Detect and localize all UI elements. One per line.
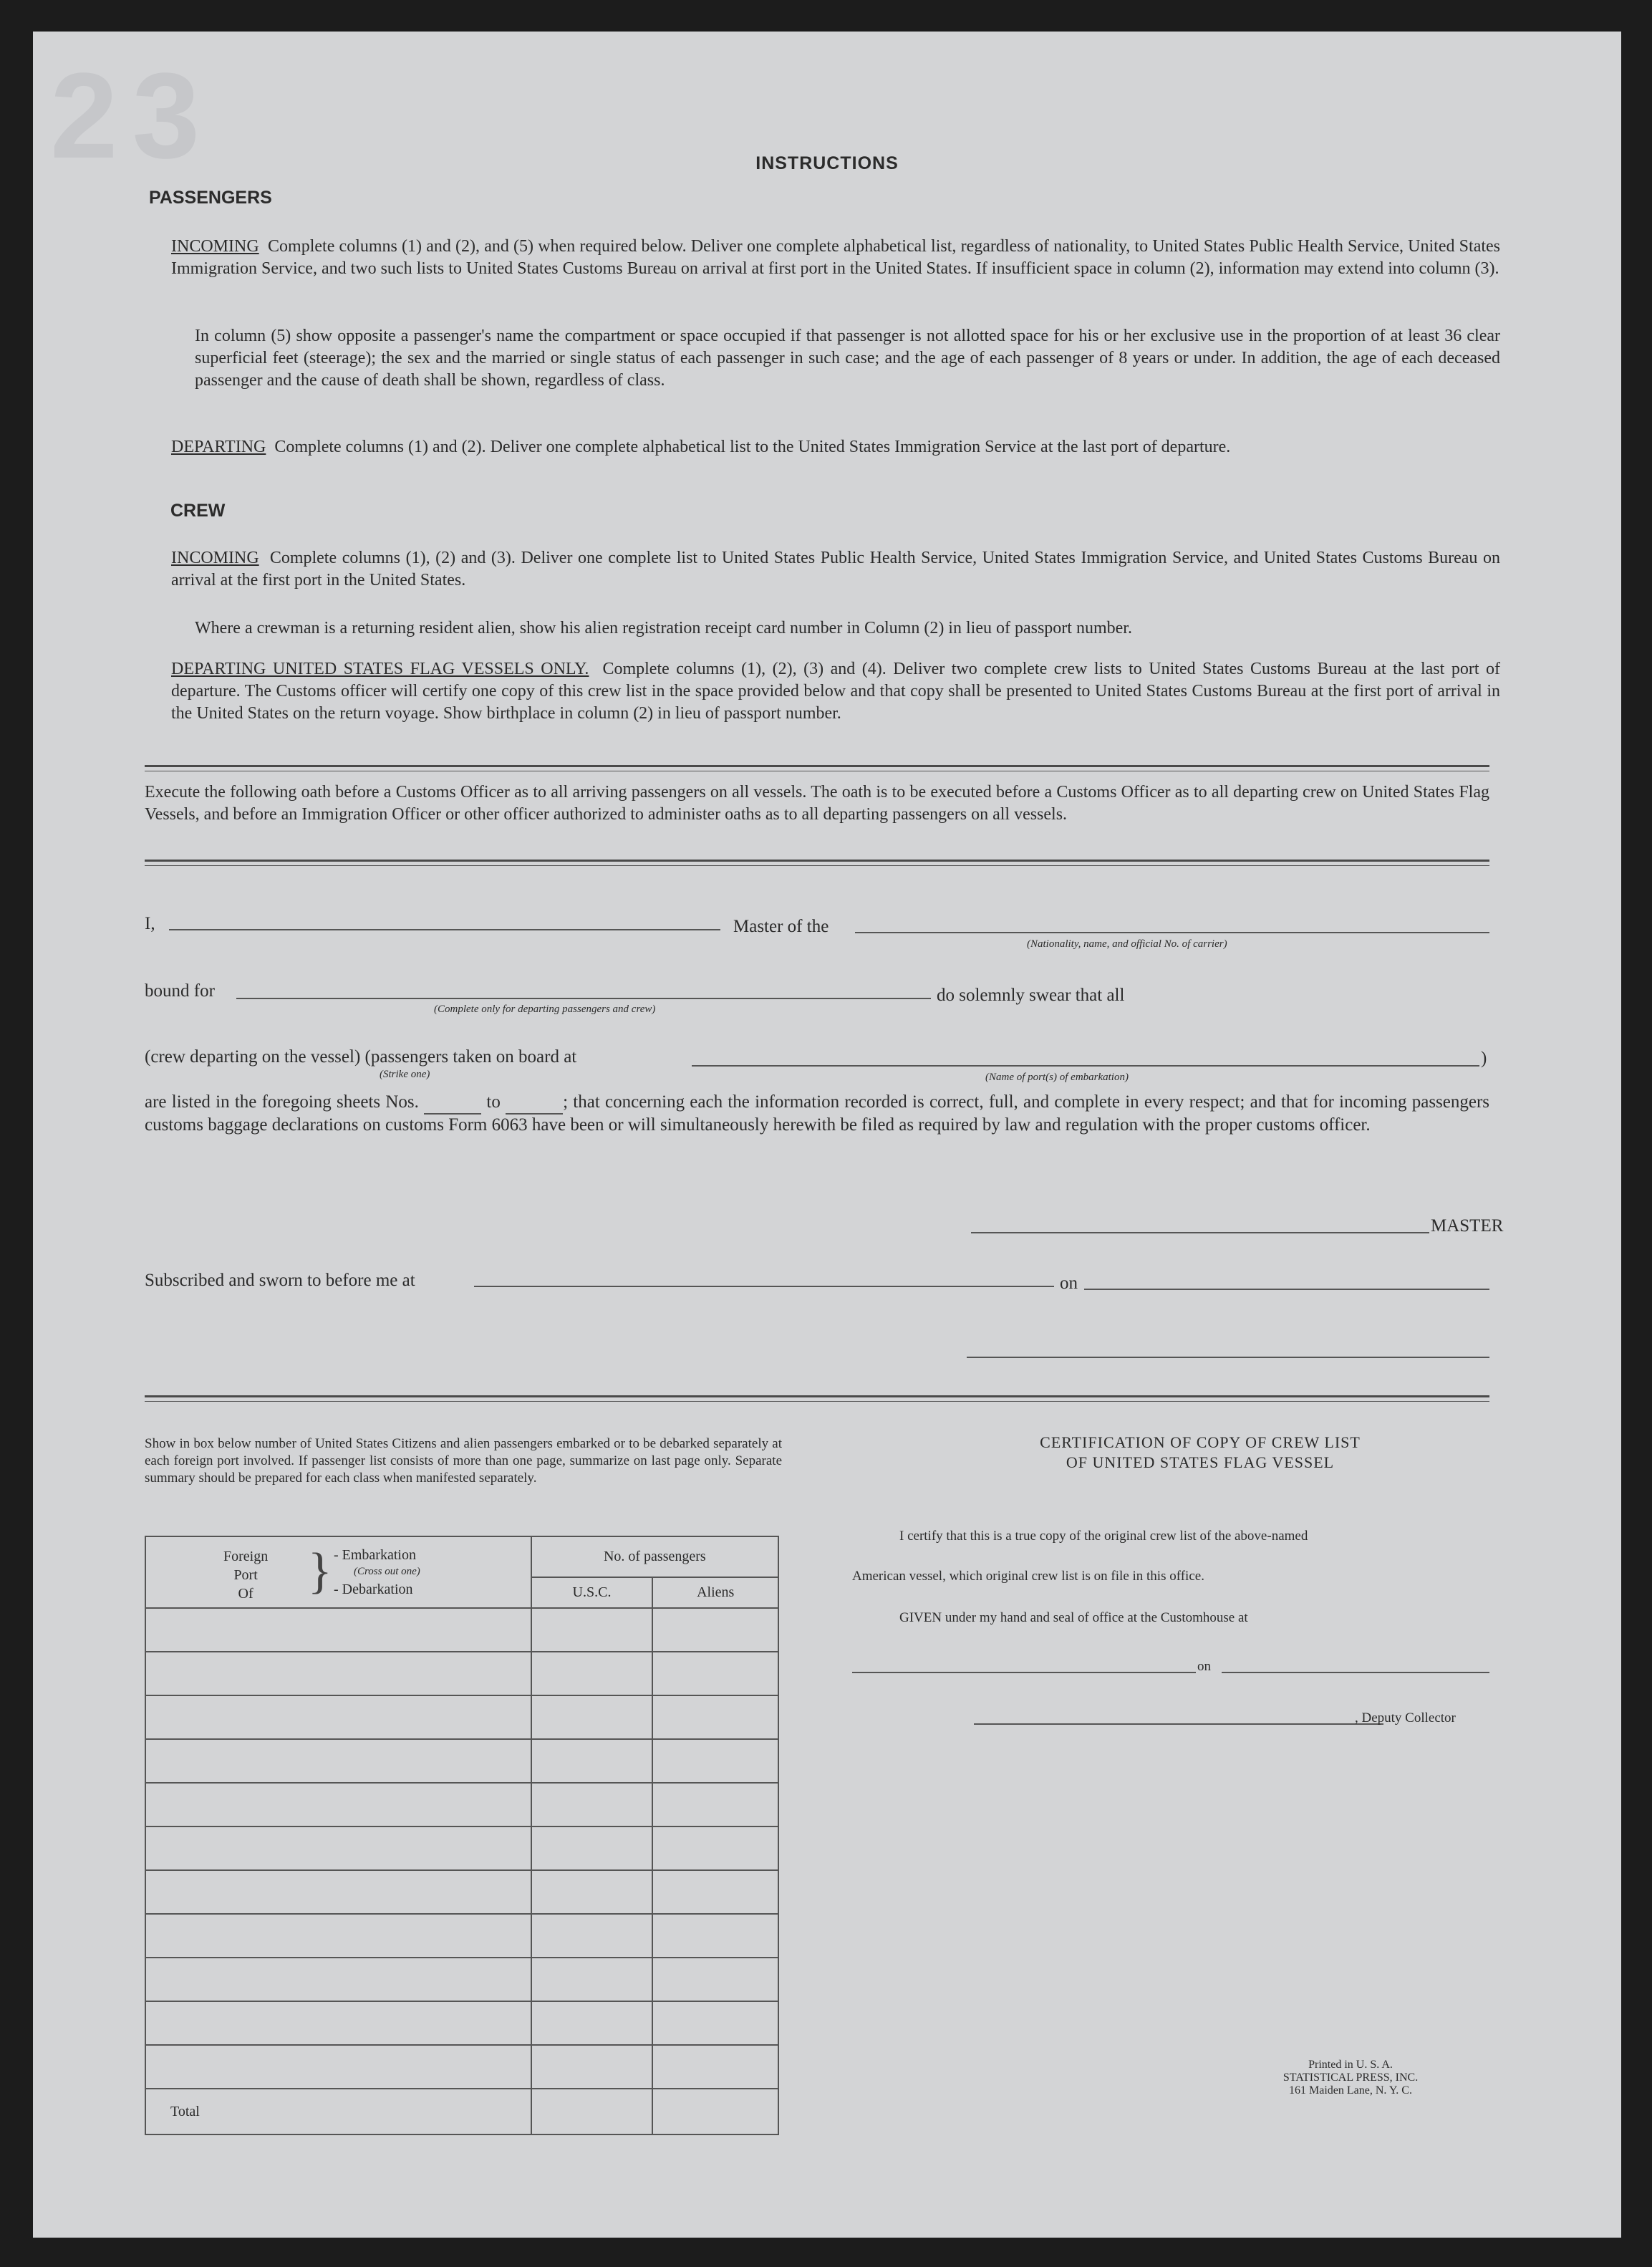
embarkation-label: - Embarkation [334,1547,416,1563]
usc-cell[interactable] [531,1783,653,1826]
sheet-to-field[interactable] [506,1092,563,1115]
incoming-text: Complete columns (1) and (2), and (5) when required below. Deliver one complete alphabetical list, regardless of nationality, to United States Public Health Service, United States Immigration Service, and two such lists to United States Customs Bureau on arrival at first port in the United States. If insufficient space in column (2), information may extend into column (3). [171,237,1501,278]
crew-departing-instruction [171,658,1500,725]
sworn-date-field[interactable] [1084,1289,1489,1290]
listed-text-b: ; that concerning each the information recorded is correct, full, and complete in every respect; and that for incoming passengers customs baggage declarations on customs Form 6063 have been or will simultaneously herewith be filed as required by law and regulation with the proper customs officer. [145,1092,1490,1135]
divider [145,865,1489,866]
aliens-cell[interactable] [652,1870,778,1914]
brace-icon: } [308,1544,332,1599]
deputy-signature-field[interactable] [974,1723,1383,1725]
aliens-cell[interactable] [652,1695,778,1739]
strike-one-caption: (Strike one) [380,1069,430,1080]
oath-instructions: Execute the following oath before a Customs Officer as to all arriving passengers on all vessels. The oath is to be executed before a Customs Officer as to all departing crew on United States Flag Vessels, and before an Immigration Officer or other officer authorized to administer oaths as to all departing passengers on all vessels. [145,783,1489,824]
column5-instruction: In column (5) show opposite a passenger's name the compartment or space occupied if that passenger is not allotted space for his or her exclusive use in the proportion of at least 36 clear superficial feet (steerage); the sex and the married or single status of each passenger in such case; and the age of each passenger of 8 years or under. In addition, the age of each deceased passenger and the cause of death shall be shown, regardless of class. [195,327,1500,390]
carrier-field[interactable] [855,932,1489,933]
total-usc-cell[interactable] [531,2089,653,2134]
foreign-port-header [145,1536,531,1608]
listed-to: to [486,1092,501,1112]
officer-signature-field[interactable] [967,1357,1489,1358]
aliens-header: Aliens [652,1577,778,1608]
usc-cell[interactable] [531,1870,653,1914]
crew-incoming-text: Complete columns (1), (2) and (3). Deliver one complete list to United States Public Health Service, United States Immigration Service, and United States Customs Bureau on arrival at the first port in the United States. [171,549,1501,589]
passenger-summary-table [145,1536,779,2135]
strike-one-label: (crew departing on the vessel) (passengers taken on board at [145,1047,577,1067]
instructions-title: INSTRUCTIONS [755,153,899,173]
departing-label: DEPARTING [171,438,266,456]
usc-cell[interactable] [531,1958,653,2001]
usc-cell[interactable] [531,1826,653,1870]
ports-of-embarkation-field[interactable] [692,1065,1479,1067]
crew-heading: CREW [170,501,226,521]
port-cell[interactable] [145,1608,531,1652]
port-cell[interactable] [145,1870,531,1914]
certify-text-2: American vessel, which original crew list is on file in this office. [852,1569,1204,1584]
usc-cell[interactable] [531,1914,653,1958]
certification-title-1: CERTIFICATION OF COPY OF CREW LIST [1040,1433,1361,1451]
aliens-cell[interactable] [652,1783,778,1826]
summary-intro: Show in box below number of United States Citizens and alien passengers embarked or to be debarked separately at each foreign port involved. If passenger list consists of more than one page, summarize on last page only. Separate summary should be prepared for each class when manifested separately. [145,1436,782,1486]
total-label: Total [145,2089,531,2134]
master-signature-field[interactable] [971,1232,1429,1233]
aliens-cell[interactable] [652,1608,778,1652]
table-row [145,1783,778,1826]
given-text: GIVEN under my hand and seal of office at the Customhouse at [899,1610,1248,1625]
aliens-cell[interactable] [652,1826,778,1870]
table-row [145,2001,778,2045]
port-cell[interactable] [145,1783,531,1826]
total-aliens-cell[interactable] [652,2089,778,2134]
divider [145,860,1489,862]
port-cell[interactable] [145,1826,531,1870]
foreign-port-of-label: Foreign Port Of [223,1549,269,1602]
aliens-cell[interactable] [652,2045,778,2089]
aliens-cell[interactable] [652,1739,778,1783]
crew-departing-label: DEPARTING UNITED STATES FLAG VESSELS ONLY. [171,660,589,678]
usc-cell[interactable] [531,2001,653,2045]
table-row [145,1608,778,1652]
usc-cell[interactable] [531,1652,653,1695]
ports-caption: (Name of port(s) of embarkation) [985,1072,1129,1083]
passengers-incoming-instruction [171,236,1500,280]
bound-for-caption: (Complete only for departing passengers and crew) [434,1003,656,1015]
table-row [145,1826,778,1870]
port-cell[interactable] [145,1695,531,1739]
port-cell[interactable] [145,1739,531,1783]
crew-departing-text: Complete columns (1), (2), (3) and (4). Deliver two complete crew lists to United States Customs Bureau at the last port of departure. The Customs officer will certify one copy of this crew list in the space provided below and that copy shall be presented to United States Customs Bureau at the first port of arrival in the United States on the return voyage. Show birthplace in column (2) in lieu of passport number. [171,660,1500,723]
certification-title [878,1433,1522,1473]
cert-date-field[interactable] [1222,1672,1489,1673]
divider [145,1401,1489,1402]
certify-text-1: I certify that this is a true copy of the original crew list of the above-named [899,1529,1308,1544]
table-row [145,1695,778,1739]
form-page [33,32,1621,2238]
port-cell[interactable] [145,1914,531,1958]
departing-text: Complete columns (1) and (2). Deliver one complete alphabetical list to the United States Immigration Service at the last port of departure. [274,438,1231,456]
page-number-ghost: 23 [50,48,215,184]
table-row [145,2045,778,2089]
deputy-collector-label: , Deputy Collector [1355,1710,1456,1725]
subscribed-label: Subscribed and sworn to before me at [145,1271,415,1290]
passengers-departing-instruction [171,436,1500,458]
certification-title-2: OF UNITED STATES FLAG VESSEL [1066,1453,1335,1471]
bound-for-label: bound for [145,981,215,1001]
usc-cell[interactable] [531,1739,653,1783]
carrier-caption: (Nationality, name, and official No. of carrier) [1027,938,1227,950]
printer-imprint: Printed in U. S. A. STATISTICAL PRESS, INC. 161 Maiden Lane, N. Y. C. [1283,2059,1419,2097]
sheets-statement [145,1092,1489,1136]
close-paren: ) [1481,1049,1487,1068]
table-row [145,1870,778,1914]
divider [145,1395,1489,1397]
usc-cell[interactable] [531,2045,653,2089]
resident-alien-instruction: Where a crewman is a returning resident alien, show his alien registration receipt card number in Column (2) in lieu of passport number. [195,619,1132,637]
crew-incoming-label: INCOMING [171,549,259,567]
port-cell[interactable] [145,2001,531,2045]
incoming-label: INCOMING [171,237,259,256]
oath-i-label: I, [145,914,155,933]
port-cell[interactable] [145,1652,531,1695]
passengers-heading: PASSENGERS [149,188,272,208]
sworn-on-label: on [1060,1274,1078,1293]
aliens-cell[interactable] [652,1652,778,1695]
table-row [145,1652,778,1695]
aliens-cell[interactable] [652,1914,778,1958]
bound-for-field[interactable] [236,998,931,999]
table-row [145,1739,778,1783]
no-passengers-header: No. of passengers [531,1536,778,1577]
swear-label: do solemnly swear that all [937,986,1125,1005]
master-of-label: Master of the [733,917,829,936]
usc-header: U.S.C. [531,1577,653,1608]
sheet-from-field[interactable] [424,1092,481,1115]
aliens-cell[interactable] [652,1958,778,2001]
port-cell[interactable] [145,2045,531,2089]
divider [145,765,1489,767]
usc-cell[interactable] [531,1695,653,1739]
master-name-field[interactable] [169,929,720,930]
crew-incoming-instruction [171,547,1500,592]
cert-on-label: on [1197,1659,1211,1674]
aliens-cell[interactable] [652,2001,778,2045]
customhouse-field[interactable] [852,1672,1196,1673]
cross-out-label: (Cross out one) [354,1566,420,1577]
master-label: MASTER [1431,1216,1504,1236]
table-row [145,1958,778,2001]
sworn-place-field[interactable] [474,1286,1054,1287]
listed-text-a: are listed in the foregoing sheets Nos. [145,1092,419,1112]
port-cell[interactable] [145,1958,531,2001]
debarkation-label: - Debarkation [334,1582,413,1597]
table-row [145,1914,778,1958]
usc-cell[interactable] [531,1608,653,1652]
